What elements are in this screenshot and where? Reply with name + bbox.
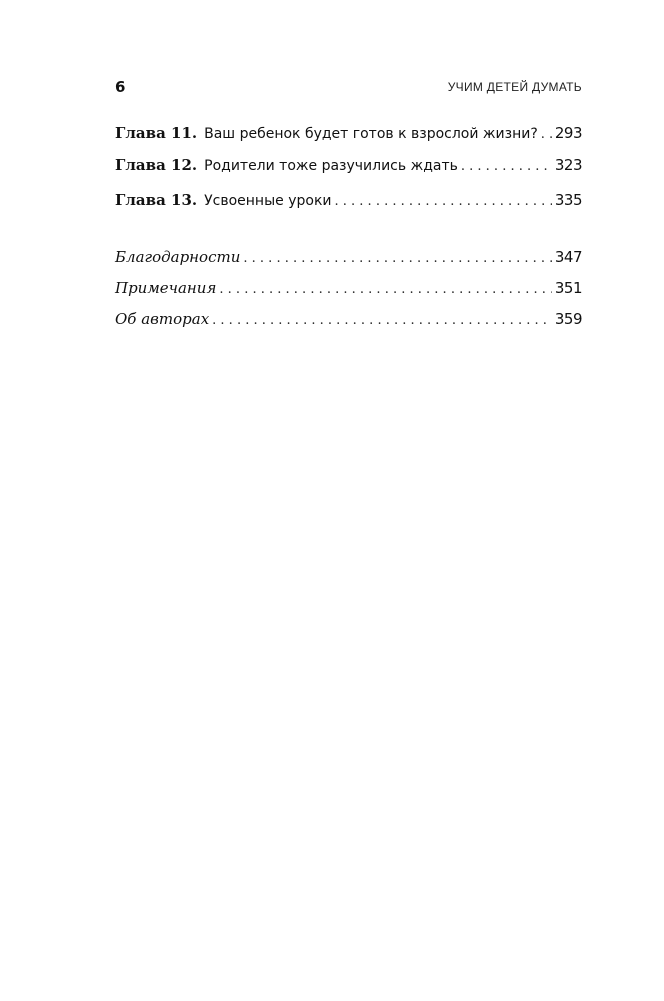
page-reference: 323	[554, 156, 582, 174]
page-reference: 293	[554, 124, 582, 142]
toc-entry-chapter-13	[115, 188, 582, 212]
page-reference: 351	[554, 279, 582, 297]
dot-leader	[335, 190, 552, 214]
dot-leader	[541, 123, 552, 147]
chapter-label: Глава 12.	[115, 156, 198, 174]
chapter-title: Родители тоже разучились ждать	[204, 158, 458, 174]
page-reference: 359	[554, 310, 582, 328]
section-title: Об авторах	[115, 310, 210, 328]
chapter-label: Глава 13.	[115, 191, 198, 209]
section-title: Благодарности	[115, 248, 241, 266]
section-title: Примечания	[115, 279, 217, 297]
toc-entry-acknowledgements	[115, 245, 582, 269]
running-title: УЧИМ ДЕТЕЙ ДУМАТЬ	[447, 80, 582, 94]
dot-leader	[219, 278, 551, 302]
page-header	[115, 76, 582, 98]
chapter-label: Глава 11.	[115, 124, 198, 142]
chapter-title: Ваш ребенок будет готов к взрослой жизни?	[204, 126, 538, 142]
chapter-title: Усвоенные уроки	[204, 193, 332, 209]
page-number: 6	[115, 78, 126, 96]
dot-leader	[212, 309, 552, 333]
toc-entry-notes	[115, 276, 582, 300]
page-reference: 347	[554, 248, 582, 266]
toc-entry-chapter-11	[115, 121, 582, 145]
page-reference: 335	[554, 191, 582, 209]
dot-leader	[461, 155, 552, 179]
toc-entry-chapter-12	[115, 153, 582, 177]
dot-leader	[243, 247, 551, 271]
toc-entry-about-authors	[115, 307, 582, 331]
